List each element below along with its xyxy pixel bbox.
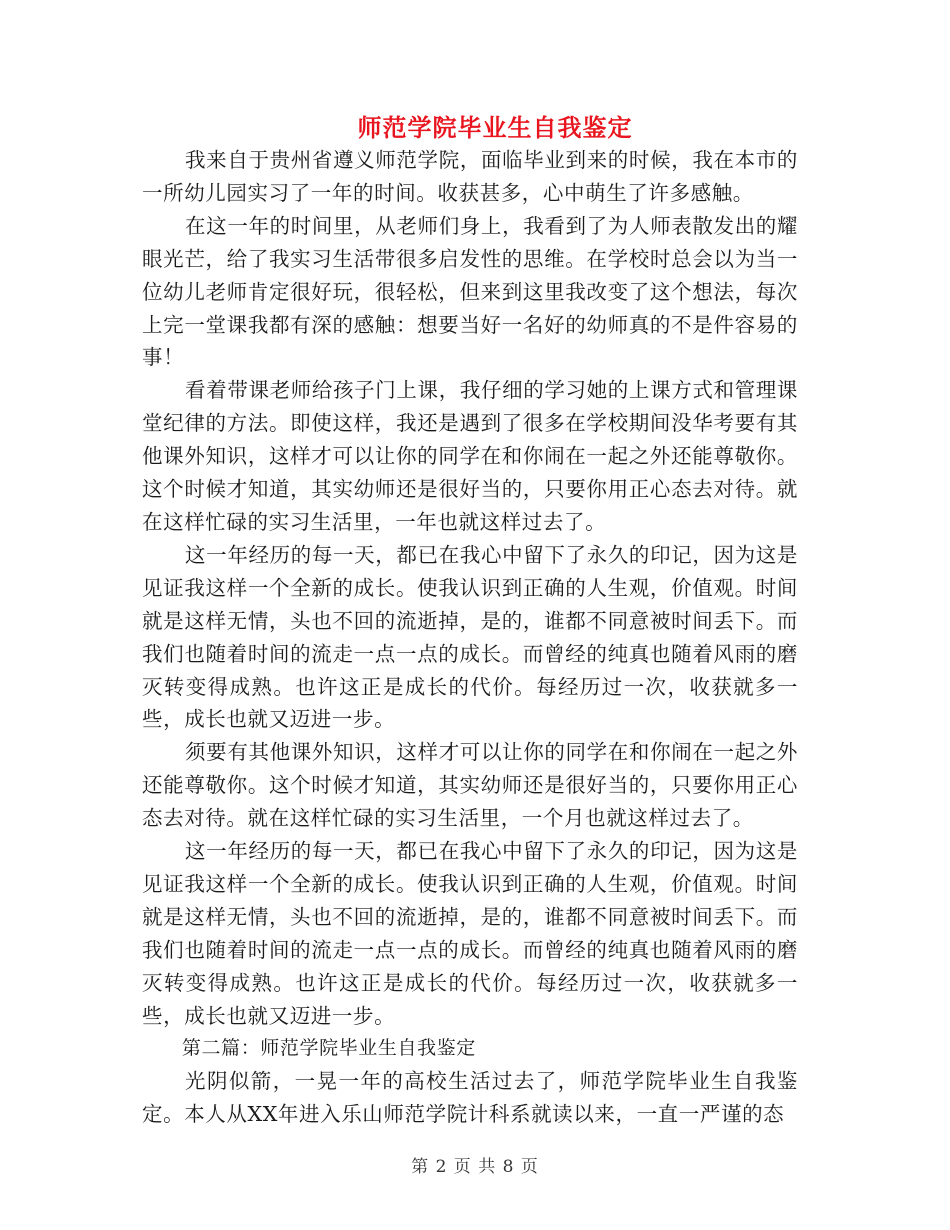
paragraph-1: 我来自于贵州省遵义师范学院，面临毕业到来的时候，我在本市的一所幼儿园实习了一年的时间。收获甚多，心中萌生了许多感触。 <box>142 148 798 205</box>
paragraph-5: 须要有其他课外知识，这样才可以让你的同学在和你闹在一起之外还能尊敬你。这个时候才知道，其实幼师还是很好当的，只要你用正心态去对待。就在这样忙碌的实习生活里，一个月也就这样过去了。 <box>142 740 798 831</box>
second-section-heading: 第二篇：师范学院毕业生自我鉴定 <box>181 1037 476 1060</box>
page-number-footer: 第 2 页 共 8 页 <box>411 1157 539 1177</box>
paragraph-3: 看着带课老师给孩子门上课，我仔细的学习她的上课方式和管理课堂纪律的方法。即使这样，我还是遇到了很多在学校期间没华考要有其他课外知识，这样才可以让你的同学在和你闹在一起之外还能尊敬你。这个时候才知道，其实幼师还是很好当的，只要你用正心态去对待。就在这样忙碌的实习生活里，一年也就这样过去了。 <box>142 378 798 534</box>
document-title: 师范学院毕业生自我鉴定 <box>357 113 633 142</box>
paragraph-4: 这一年经历的每一天，都已在我心中留下了永久的印记，因为这是见证我这样一个全新的成长。使我认识到正确的人生观，价值观。时间就是这样无情，头也不回的流逝掉，是的，谁都不同意被时间丢下。而我们也随着时间的流走一点一点的成长。而曾经的纯真也随着风雨的磨灭转变得成熟。也许这正是成长的代价。每经历过一次，收获就多一些，成长也就又迈进一步。 <box>142 542 798 732</box>
paragraph-7: 光阴似箭，一晃一年的高校生活过去了，师范学院毕业生自我鉴定。本人从XX年进入乐山师范学院计科系就读以来，一直一严谨的态 <box>142 1069 798 1127</box>
paragraph-2: 在这一年的时间里，从老师们身上，我看到了为人师表散发出的耀眼光芒，给了我实习生活带很多启发性的思维。在学校时总会以为当一位幼儿老师肯定很好玩，很轻松，但来到这里我改变了这个想法，每次上完一堂课我都有深的感触：想要当好一名好的幼师真的不是件容易的事！ <box>142 213 798 370</box>
document-body <box>142 144 798 1131</box>
paragraph-6: 这一年经历的每一天，都已在我心中留下了永久的印记，因为这是见证我这样一个全新的成长。使我认识到正确的人生观，价值观。时间就是这样无情，头也不回的流逝掉，是的，谁都不同意被时间丢下。而我们也随着时间的流走一点一点的成长。而曾经的纯真也随着风雨的磨灭转变得成熟。也许这正是成长的代价。每经历过一次，收获就多一些，成长也就又迈进一步。 <box>142 839 798 1028</box>
